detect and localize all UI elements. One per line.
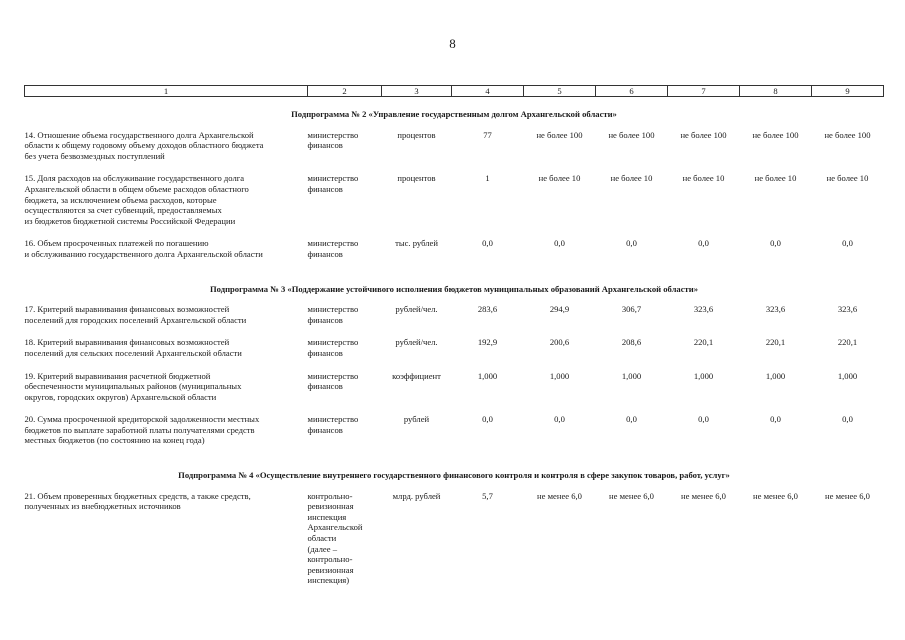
indicator-row	[25, 491, 884, 598]
indicator-value-cell: 220,1	[837, 337, 858, 348]
indicator-value-cell: 323,6	[693, 304, 714, 315]
indicator-value-cell: не более 100	[752, 129, 799, 140]
subprogram-title: Подпрограмма № 3 «Поддержание устойчивого исполнения бюджетов муниципальных образований Архангельской области»	[209, 283, 699, 294]
indicator-name-line: местных бюджетов (по состоянию на конец года)	[24, 435, 205, 446]
indicator-name-line: без учета безвозмездных поступлений	[24, 150, 165, 161]
indicator-value-cell: 208,6	[621, 337, 642, 348]
column-number-cell: 5	[524, 86, 596, 97]
indicator-name-cell	[25, 238, 308, 271]
indicator-value-cell: не менее 6,0	[825, 490, 870, 501]
indicator-name-line: обеспеченности муниципальных районов (муниципальных	[24, 381, 242, 392]
indicator-value-cell: 0,0	[554, 414, 565, 425]
responsible-executor-line: финансов	[307, 183, 343, 194]
indicator-name-line: области к общему годовому объему доходов областного бюджета	[24, 140, 264, 151]
indicator-name-line: бюджетов по выплате заработной платы получателями средств	[24, 424, 255, 435]
indicator-row	[25, 371, 884, 415]
indicator-name-line: округов, городских округов) Архангельской области	[24, 391, 217, 402]
indicator-value-cell: 1,000	[765, 370, 786, 381]
indicator-name-line: поселений для городских поселений Архангельской области	[24, 314, 247, 325]
indicator-value-cell: 283,6	[477, 304, 498, 315]
indicator-value-cell: не менее 6,0	[753, 490, 798, 501]
indicator-value-cell: 192,9	[477, 337, 498, 348]
column-number-cell: 9	[812, 86, 884, 97]
column-number-cell: 4	[452, 86, 524, 97]
indicator-name-line: осуществляются за счет субвенций, предоставляемых	[24, 205, 222, 216]
responsible-executor-line: министерство	[307, 173, 359, 184]
indicator-row	[25, 337, 884, 370]
indicator-value-cell: 77	[483, 129, 492, 140]
indicator-name-line: бюджета, за исключением объема расходов, которые	[24, 194, 217, 205]
indicator-value-cell: 220,1	[765, 337, 786, 348]
responsible-executor-cell	[308, 130, 382, 174]
indicator-value-cell: не более 100	[608, 129, 655, 140]
responsible-executor-line: финансов	[307, 347, 343, 358]
indicator-value-cell: 220,1	[693, 337, 714, 348]
page-number: 8	[449, 36, 456, 51]
indicator-name-line: 16. Объем просроченных платежей по погашению	[24, 238, 209, 249]
indicator-value-cell: 306,7	[621, 304, 642, 315]
indicator-value-cell: 1	[485, 173, 490, 184]
indicator-name-line: полученных из внебюджетных источников	[24, 501, 181, 512]
indicator-row	[25, 414, 884, 458]
indicator-name-line: 17. Критерий выравнивания финансовых возможностей	[24, 304, 230, 315]
indicator-name-line: 14. Отношение объема государственного долга Архангельской	[24, 129, 254, 140]
indicator-row	[25, 304, 884, 337]
indicator-value-cell: не менее 6,0	[681, 490, 726, 501]
indicator-value-cell: не более 10	[610, 173, 653, 184]
indicator-name-line: 20. Сумма просроченной кредиторской задолженности местных	[24, 414, 260, 425]
indicator-name-cell	[25, 371, 308, 415]
indicator-value-cell: не более 10	[538, 173, 581, 184]
responsible-executor-cell	[308, 414, 382, 458]
indicator-value-cell: 0,0	[482, 414, 493, 425]
indicator-value-cell: 1,000	[549, 370, 570, 381]
column-number-cell: 3	[382, 86, 452, 97]
indicator-name-line: и обслуживанию государственного долга Архангельской области	[24, 248, 263, 259]
unit-of-measure-cell: рублей	[403, 414, 430, 425]
indicator-value-cell: 5,7	[482, 490, 493, 501]
indicator-value-cell: 1,000	[477, 370, 498, 381]
responsible-executor-line: финансов	[307, 248, 343, 259]
responsible-executor-cell	[308, 337, 382, 370]
subprogram-title: Подпрограмма № 4 «Осуществление внутреннего государственного финансового контроля и контроля в сфере закупок товаров, работ, услуг»	[178, 470, 730, 481]
responsible-executor-line: министерство	[307, 238, 359, 249]
indicator-value-cell: 0,0	[842, 414, 853, 425]
indicator-value-cell: не менее 6,0	[537, 490, 582, 501]
subprogram-header-row	[25, 272, 884, 305]
indicator-value-cell: 323,6	[765, 304, 786, 315]
responsible-executor-line: министерство	[307, 337, 359, 348]
responsible-executor-line: контрольно-	[307, 490, 353, 501]
column-number-cell: 2	[308, 86, 382, 97]
responsible-executor-line: финансов	[307, 140, 343, 151]
indicator-row	[25, 238, 884, 271]
indicator-name-line: 18. Критерий выравнивания финансовых возможностей	[24, 337, 230, 348]
column-number-cell: 7	[668, 86, 740, 97]
subprogram-title: Подпрограмма № 2 «Управление государственным долгом Архангельской области»	[291, 109, 617, 119]
responsible-executor-cell	[308, 371, 382, 415]
unit-of-measure-cell: коэффициент	[392, 370, 441, 381]
unit-of-measure-cell: рублей/чел.	[395, 304, 438, 315]
indicator-name-cell	[25, 491, 308, 598]
indicator-value-cell: 294,9	[549, 304, 570, 315]
responsible-executor-line: контрольно-	[307, 554, 353, 565]
indicator-value-cell: 1,000	[693, 370, 714, 381]
unit-of-measure-cell: тыс. рублей	[395, 238, 438, 249]
indicator-value-cell: не более 100	[536, 129, 583, 140]
responsible-executor-line: ревизионная	[307, 564, 354, 575]
indicator-value-cell: не более 100	[680, 129, 727, 140]
subprogram-header-row	[25, 97, 884, 130]
indicator-value-cell: не более 100	[824, 129, 871, 140]
responsible-executor-line: инспекция	[307, 511, 347, 522]
responsible-executor-line: финансов	[307, 314, 343, 325]
indicator-value-cell: 0,0	[698, 414, 709, 425]
indicator-row	[25, 173, 884, 238]
indicator-value-cell: 0,0	[626, 238, 637, 249]
responsible-executor-cell	[308, 491, 382, 598]
responsible-executor-cell	[308, 238, 382, 271]
column-number-cell: 1	[25, 86, 308, 97]
indicator-value-cell: не более 10	[826, 173, 869, 184]
indicator-value-cell: 323,6	[837, 304, 858, 315]
indicator-value-cell: 0,0	[698, 238, 709, 249]
indicator-name-cell	[25, 130, 308, 174]
indicator-name-cell	[25, 414, 308, 458]
indicator-value-cell: 0,0	[554, 238, 565, 249]
indicator-name-line: 15. Доля расходов на обслуживание государственного долга	[24, 173, 245, 184]
indicator-value-cell: 0,0	[770, 414, 781, 425]
unit-of-measure-cell: процентов	[397, 129, 436, 140]
indicator-name-cell	[25, 337, 308, 370]
responsible-executor-line: финансов	[307, 424, 343, 435]
responsible-executor-line: области	[307, 533, 337, 544]
indicator-value-cell: 0,0	[626, 414, 637, 425]
column-number-cell: 8	[740, 86, 812, 97]
indicator-value-cell: 0,0	[842, 238, 853, 249]
unit-of-measure-cell: млрд. рублей	[392, 490, 441, 501]
indicator-name-line: 21. Объем проверенных бюджетных средств, а также средств,	[24, 490, 251, 501]
responsible-executor-line: ревизионная	[307, 501, 354, 512]
unit-of-measure-cell: рублей/чел.	[395, 337, 438, 348]
indicator-value-cell: не более 10	[682, 173, 725, 184]
indicator-name-cell	[25, 173, 308, 238]
indicator-value-cell: 1,000	[837, 370, 858, 381]
indicators-table-body	[25, 86, 884, 599]
responsible-executor-line: министерство	[307, 304, 359, 315]
indicators-table	[24, 85, 884, 598]
indicator-value-cell: не менее 6,0	[609, 490, 654, 501]
responsible-executor-line: инспекция)	[307, 575, 350, 586]
indicator-value-cell: 0,0	[482, 238, 493, 249]
indicator-name-line: 19. Критерий выравнивания расчетной бюджетной	[24, 370, 211, 381]
indicator-name-line: из бюджетов бюджетной системы Российской Федерации	[24, 215, 236, 226]
responsible-executor-line: министерство	[307, 414, 359, 425]
indicator-value-cell: не более 10	[754, 173, 797, 184]
indicator-value-cell: 200,6	[549, 337, 570, 348]
indicator-row	[25, 130, 884, 174]
responsible-executor-line: министерство	[307, 129, 359, 140]
indicator-name-line: поселений для сельских поселений Архангельской области	[24, 347, 242, 358]
column-number-row	[25, 86, 884, 97]
subprogram-header-row	[25, 458, 884, 491]
responsible-executor-cell	[308, 173, 382, 238]
indicator-name-cell	[25, 304, 308, 337]
column-number-cell: 6	[596, 86, 668, 97]
responsible-executor-cell	[308, 304, 382, 337]
unit-of-measure-cell: процентов	[397, 173, 436, 184]
responsible-executor-line: министерство	[307, 370, 359, 381]
indicator-value-cell: 1,000	[621, 370, 642, 381]
responsible-executor-line: Архангельской	[307, 522, 363, 533]
responsible-executor-line: (далее –	[307, 543, 337, 554]
responsible-executor-line: финансов	[307, 381, 343, 392]
indicator-name-line: Архангельской области в общем объеме расходов областного	[24, 183, 249, 194]
indicator-value-cell: 0,0	[770, 238, 781, 249]
